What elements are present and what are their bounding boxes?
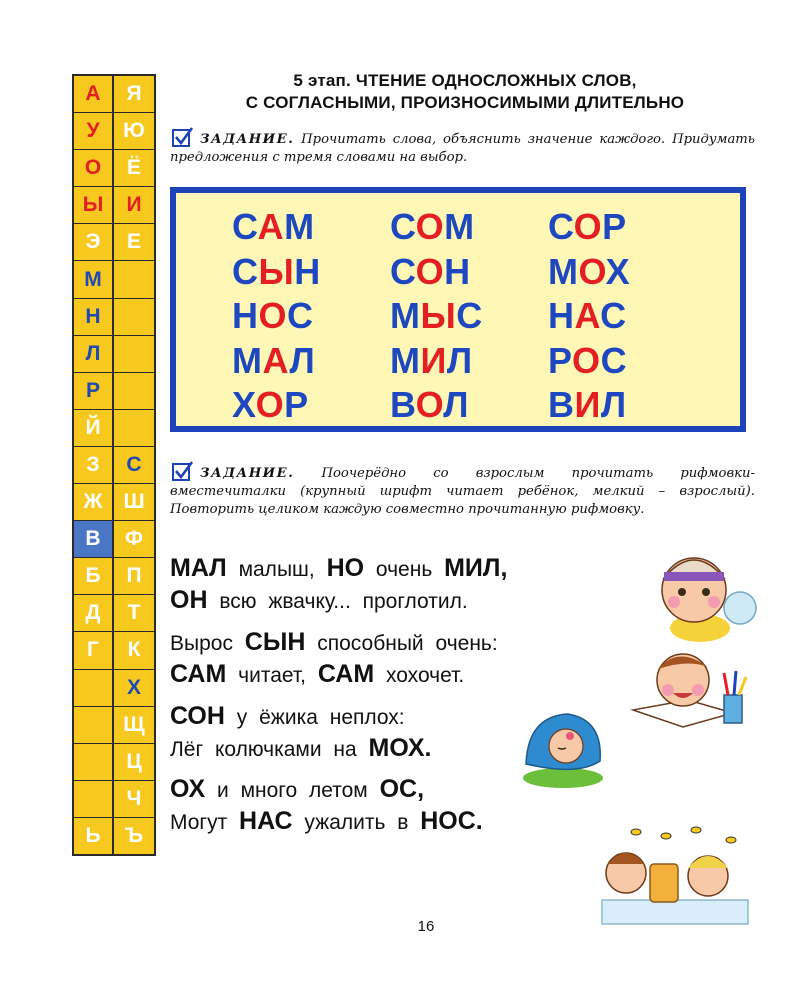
child-read-word: МИЛ,: [444, 554, 508, 582]
adult-read-text: читает,: [226, 664, 318, 687]
alphabet-row: [74, 187, 154, 224]
alphabet-letter: Н: [74, 299, 114, 335]
child-read-word: СЫН: [244, 628, 306, 656]
consonant-letter: С: [600, 339, 628, 381]
boy-reading-illustration: [628, 645, 758, 730]
alphabet-letter: С: [114, 447, 154, 483]
word-column-2: [390, 205, 550, 428]
task-1-label: ЗАДАНИЕ.: [200, 132, 295, 147]
task-1: [170, 131, 755, 167]
child-read-word: СОН: [170, 702, 225, 730]
consonant-letter: С: [456, 295, 483, 336]
alphabet-row: [74, 150, 154, 187]
alphabet-letter: Ю: [114, 113, 154, 149]
consonant-letter: М: [284, 206, 315, 247]
alphabet-row: [74, 521, 154, 558]
adult-read-text: очень: [364, 558, 445, 581]
child-read-word: ОХ: [170, 775, 206, 803]
alphabet-letter: Э: [74, 224, 114, 260]
consonant-letter: С: [232, 250, 259, 292]
consonant-letter: Н: [232, 295, 259, 336]
vowel-letter: А: [257, 206, 285, 247]
alphabet-strip: [72, 74, 156, 856]
alphabet-letter: Ы: [74, 187, 114, 223]
adult-read-text: ужалить в: [292, 811, 421, 834]
alphabet-letter: Щ: [114, 707, 154, 743]
rhyme-line: [170, 774, 483, 806]
alphabet-letter: [74, 670, 114, 706]
alphabet-row: [74, 632, 154, 669]
hedgehog-sleeping-illustration: [518, 706, 608, 791]
syllable-word: [390, 294, 550, 339]
consonant-letter: Х: [605, 250, 631, 292]
adult-read-text: всю жвачку... проглотил.: [207, 590, 468, 613]
alphabet-row: [74, 781, 154, 818]
alphabet-letter: [114, 299, 154, 335]
vowel-letter: И: [420, 339, 447, 381]
rhyme-line: [170, 585, 507, 617]
consonant-letter: Н: [548, 295, 575, 336]
syllable-word: [548, 294, 708, 339]
rhyme-line: [170, 627, 498, 659]
rhyme-line: [170, 701, 431, 733]
vowel-letter: О: [255, 384, 285, 425]
adult-read-text: хохочет.: [374, 664, 465, 687]
vowel-letter: О: [415, 206, 445, 247]
stage-heading-line2: С СОГЛАСНЫМИ, ПРОИЗНОСИМЫМИ ДЛИТЕЛЬНО: [245, 93, 685, 112]
vowel-letter: О: [415, 384, 444, 425]
alphabet-letter: А: [74, 76, 114, 112]
alphabet-letter: Ъ: [114, 818, 154, 854]
word-column-3: [548, 205, 708, 428]
alphabet-letter: [74, 707, 114, 743]
consonant-letter: С: [600, 295, 627, 336]
syllable-word: [548, 339, 708, 384]
alphabet-letter: К: [114, 632, 154, 668]
rhyme-3: [170, 701, 431, 765]
syllable-word: [548, 250, 708, 295]
stage-heading-line1: 5 этап. ЧТЕНИЕ ОДНОСЛОЖНЫХ СЛОВ,: [293, 71, 637, 90]
syllable-word: [548, 205, 708, 250]
consonant-letter: С: [232, 206, 258, 247]
syllable-word: [232, 383, 392, 428]
rhyme-line: [170, 553, 507, 585]
alphabet-letter: Ц: [114, 744, 154, 780]
alphabet-letter: Ч: [114, 781, 154, 817]
baby-bubblegum-illustration: [652, 540, 762, 645]
consonant-letter: С: [390, 206, 416, 247]
page-number: 16: [417, 918, 435, 935]
alphabet-letter: Г: [74, 632, 114, 668]
consonant-letter: Л: [443, 384, 469, 425]
task-2-label: ЗАДАНИЕ.: [200, 466, 295, 481]
consonant-letter: М: [444, 206, 475, 247]
consonant-letter: Л: [446, 339, 473, 381]
consonant-letter: М: [232, 339, 263, 381]
alphabet-letter: Ш: [114, 484, 154, 520]
consonant-letter: М: [548, 250, 579, 292]
syllable-word: [390, 383, 550, 428]
syllable-word: [232, 250, 392, 295]
vowel-letter: О: [415, 250, 445, 292]
rhyme-line: [170, 733, 431, 765]
alphabet-row: [74, 744, 154, 781]
alphabet-letter: Я: [114, 76, 154, 112]
consonant-letter: Л: [600, 384, 627, 425]
syllable-word: [232, 205, 392, 250]
rhyme-4: [170, 774, 483, 838]
child-read-word: МАЛ: [170, 554, 227, 582]
consonant-letter: Р: [602, 206, 627, 247]
consonant-letter: С: [287, 295, 314, 336]
child-read-word: НО: [326, 554, 365, 582]
child-read-word: САМ: [170, 660, 227, 688]
stage-heading: [170, 70, 760, 114]
alphabet-letter: [114, 336, 154, 372]
alphabet-row: [74, 261, 154, 298]
alphabet-letter: Е: [114, 224, 154, 260]
alphabet-row: [74, 113, 154, 150]
alphabet-letter: Б: [74, 558, 114, 594]
alphabet-letter: В: [74, 521, 114, 557]
alphabet-row: [74, 484, 154, 521]
alphabet-row: [74, 447, 154, 484]
syllable-word: [232, 294, 392, 339]
syllable-word-box: [170, 187, 746, 432]
child-read-word: НАС: [239, 807, 293, 835]
vowel-letter: Ы: [420, 295, 457, 336]
adult-read-text: Лёг колючками на: [170, 738, 369, 761]
alphabet-letter: З: [74, 447, 114, 483]
alphabet-letter: [74, 744, 114, 780]
alphabet-row: [74, 670, 154, 707]
vowel-letter: А: [262, 339, 290, 381]
vowel-letter: И: [574, 384, 601, 425]
vowel-letter: О: [578, 250, 606, 292]
child-read-word: МОХ.: [368, 734, 432, 762]
consonant-letter: Р: [284, 384, 309, 425]
rhyme-1: [170, 553, 507, 617]
alphabet-letter: [74, 781, 114, 817]
vowel-letter: А: [574, 295, 601, 336]
alphabet-letter: Р: [74, 373, 114, 409]
adult-read-text: способный очень:: [305, 632, 498, 655]
consonant-letter: Х: [232, 384, 256, 425]
consonant-letter: В: [390, 384, 416, 425]
adult-read-text: у ёжика неплох:: [224, 706, 405, 729]
task-1-text: Прочитать слова, объяснить значение каждого. Придумать предложения с тремя словами на выбор.: [170, 132, 755, 165]
consonant-letter: С: [548, 206, 574, 247]
consonant-letter: М: [390, 339, 421, 381]
alphabet-letter: И: [114, 187, 154, 223]
alphabet-row: [74, 707, 154, 744]
consonant-letter: Л: [289, 339, 316, 381]
consonant-letter: Р: [548, 339, 573, 381]
alphabet-letter: [114, 261, 154, 297]
child-read-word: САМ: [317, 660, 375, 688]
consonant-letter: М: [390, 295, 421, 336]
alphabet-letter: Д: [74, 595, 114, 631]
alphabet-letter: [114, 410, 154, 446]
vowel-letter: Ы: [258, 250, 295, 292]
syllable-word: [390, 205, 550, 250]
alphabet-letter: М: [74, 261, 114, 297]
task-2: [170, 465, 755, 519]
alphabet-letter: Ф: [114, 521, 154, 557]
child-read-word: НОС.: [420, 807, 483, 835]
alphabet-row: [74, 336, 154, 373]
alphabet-letter: Х: [114, 670, 154, 706]
consonant-letter: Н: [294, 250, 321, 292]
rhyme-2: [170, 627, 498, 691]
alphabet-row: [74, 558, 154, 595]
adult-read-text: и много летом: [205, 779, 380, 802]
alphabet-row: [74, 224, 154, 261]
adult-read-text: малыш,: [226, 558, 327, 581]
alphabet-row: [74, 410, 154, 447]
alphabet-letter: Ж: [74, 484, 114, 520]
children-honey-bees-illustration: [596, 818, 756, 930]
alphabet-row: [74, 299, 154, 336]
word-column-1: [232, 205, 392, 428]
rhyme-line: [170, 659, 498, 691]
alphabet-letter: У: [74, 113, 114, 149]
alphabet-letter: П: [114, 558, 154, 594]
adult-read-text: Вырос: [170, 632, 245, 655]
syllable-word: [548, 383, 708, 428]
alphabet-row: [74, 595, 154, 632]
task-2-text: Поочерёдно со взрослым прочитать рифмовки-вместечиталки (крупный шрифт читает ребёнок, мелкий – взрослый). Повторить целиком каждую совместно прочитанную рифмовку.: [170, 466, 755, 517]
vowel-letter: О: [258, 295, 288, 336]
consonant-letter: В: [548, 384, 575, 425]
consonant-letter: Н: [444, 250, 471, 292]
alphabet-row: [74, 373, 154, 410]
syllable-word: [390, 250, 550, 295]
alphabet-letter: [114, 373, 154, 409]
syllable-word: [390, 339, 550, 384]
adult-read-text: Могут: [170, 811, 240, 834]
alphabet-row: [74, 818, 154, 854]
vowel-letter: О: [573, 206, 603, 247]
syllable-word: [232, 339, 392, 384]
vowel-letter: О: [572, 339, 601, 381]
alphabet-letter: Ё: [114, 150, 154, 186]
alphabet-letter: Т: [114, 595, 154, 631]
alphabet-letter: Ь: [74, 818, 114, 854]
child-read-word: ОС,: [379, 775, 425, 803]
alphabet-letter: О: [74, 150, 114, 186]
alphabet-row: [74, 76, 154, 113]
alphabet-letter: Й: [74, 410, 114, 446]
alphabet-letter: Л: [74, 336, 114, 372]
rhyme-line: [170, 806, 483, 838]
consonant-letter: С: [390, 250, 416, 292]
child-read-word: ОН: [170, 586, 208, 614]
